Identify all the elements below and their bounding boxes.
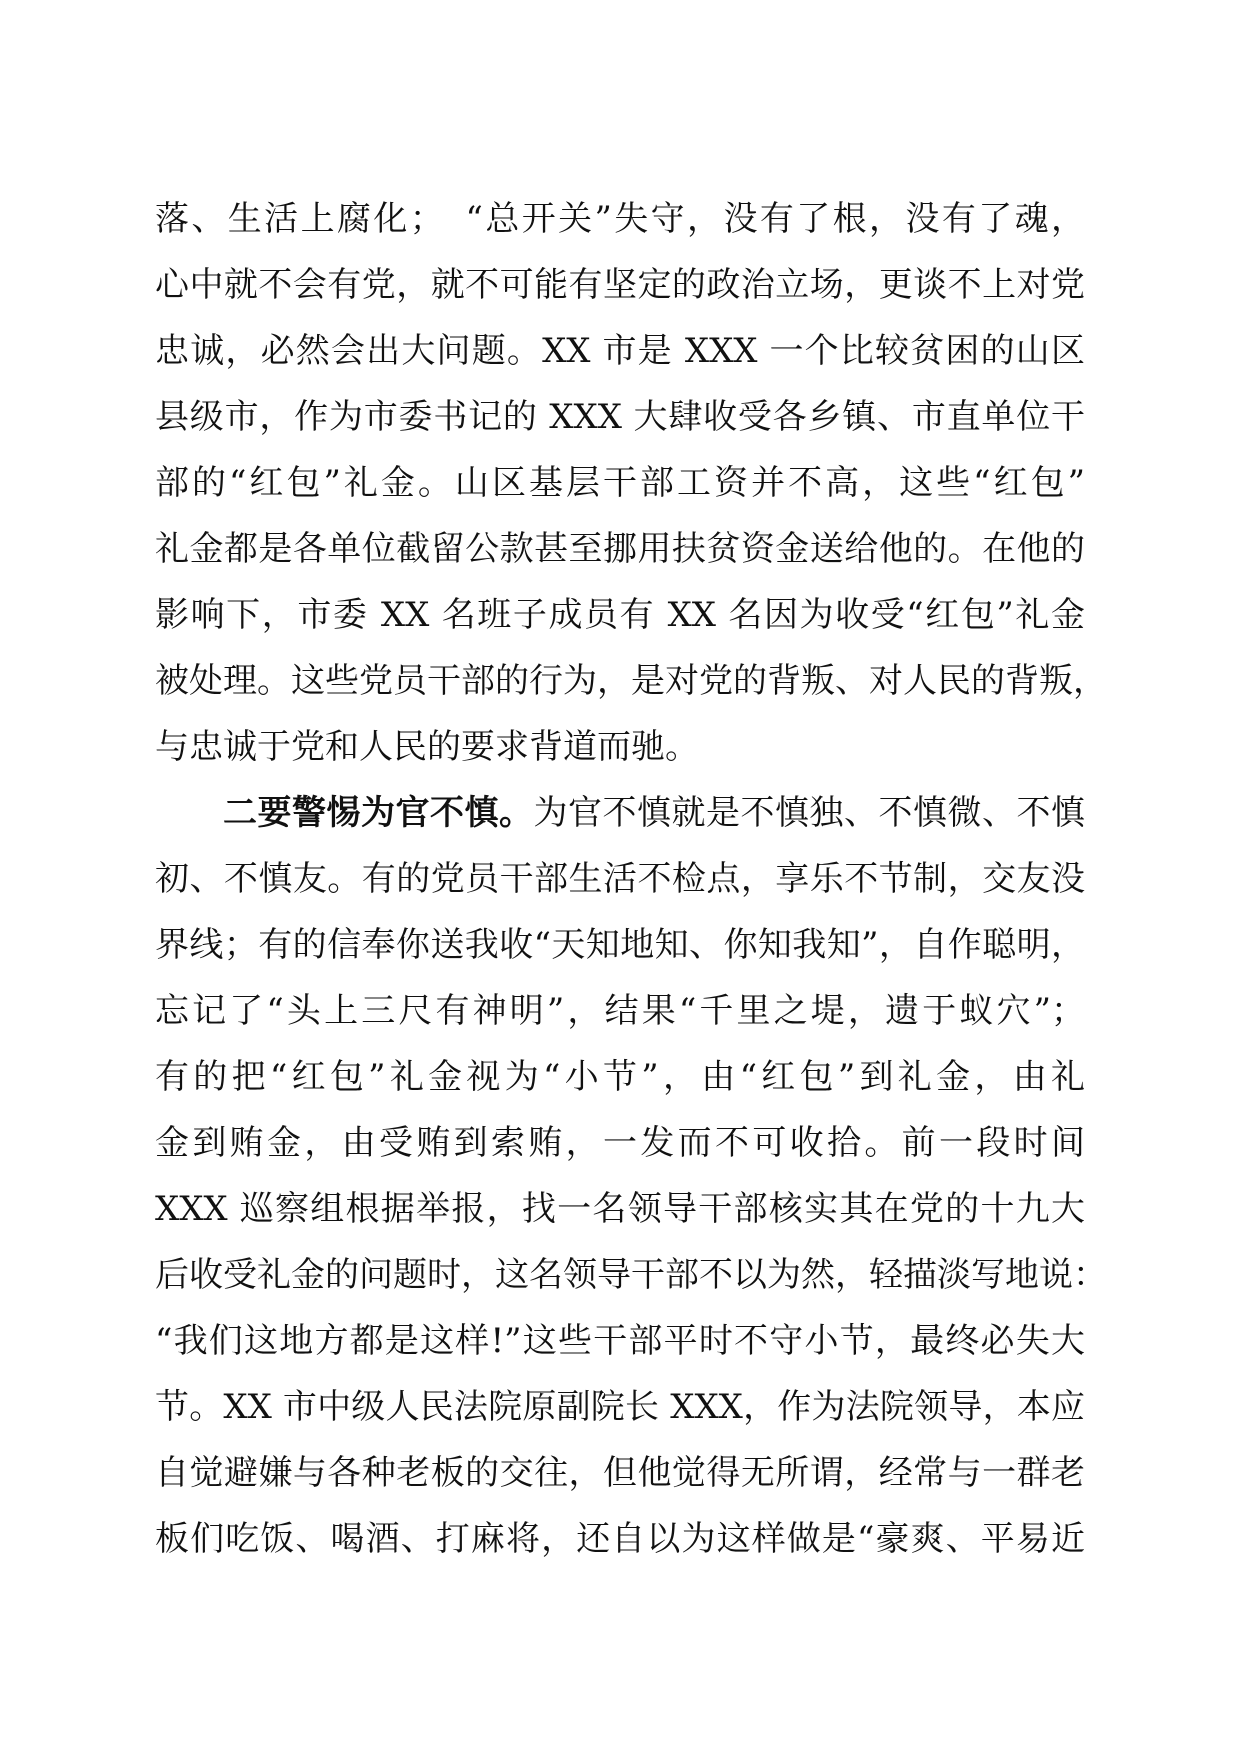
text-line: 影响下，市委 XX 名班子成员有 XX 名因为收受“红包”礼金	[155, 595, 1085, 635]
text-line: “我们这地方都是这样!”这些干部平时不守小节，最终必失大	[155, 1321, 1085, 1361]
text-line: 被处理。这些党员干部的行为，是对党的背叛、对人民的背叛，	[155, 661, 1107, 701]
text-line: 金到贿金，由受贿到索贿，一发而不可收拾。前一段时间	[155, 1123, 1085, 1163]
text-line: 礼金都是各单位截留公款甚至挪用扶贫资金送给他的。在他的	[155, 529, 1085, 569]
text-line: 落、生活上腐化； “总开关”失守，没有了根，没有了魂，	[155, 199, 1085, 239]
paragraph-1	[155, 186, 1107, 780]
text-line: 自觉避嫌与各种老板的交往，但他觉得无所谓，经常与一群老	[155, 1453, 1085, 1493]
text-line: 部的“红包”礼金。山区基层干部工资并不高，这些“红包”	[155, 463, 1085, 503]
text-span: 为官不慎就是不慎独、不慎微、不慎	[533, 793, 1085, 833]
text-line: 后收受礼金的问题时，这名领导干部不以为然，轻描淡写地说：	[155, 1255, 1107, 1295]
paragraph-2-first-line	[155, 780, 1085, 846]
text-line: 心中就不会有党，就不可能有坚定的政治立场，更谈不上对党	[155, 265, 1085, 305]
text-line: 县级市，作为市委书记的 XXX 大肆收受各乡镇、市直单位干	[155, 397, 1085, 437]
body-text	[155, 186, 1107, 1572]
text-line: 忘记了“头上三尺有神明”，结果“千里之堤，遗于蚁穴”；	[155, 991, 1085, 1031]
section-heading: 二要警惕为官不慎。	[223, 793, 534, 833]
text-line: 忠诚，必然会出大问题。XX 市是 XXX 一个比较贫困的山区	[155, 331, 1085, 371]
paragraph-2	[155, 780, 1107, 1572]
text-line: XXX 巡察组根据举报，找一名领导干部核实其在党的十九大	[155, 1189, 1085, 1229]
text-line: 板们吃饭、喝酒、打麻将，还自以为这样做是“豪爽、平易近	[155, 1519, 1085, 1559]
text-line: 有的把“红包”礼金视为“小节”，由“红包”到礼金，由礼	[155, 1057, 1085, 1097]
text-line: 初、不慎友。有的党员干部生活不检点，享乐不节制，交友没	[155, 859, 1085, 899]
text-line: 与忠诚于党和人民的要求背道而驰。	[155, 727, 699, 767]
text-line: 节。XX 市中级人民法院原副院长 XXX，作为法院领导，本应	[155, 1387, 1085, 1427]
text-line: 界线；有的信奉你送我收“天知地知、你知我知”，自作聪明，	[155, 925, 1085, 965]
